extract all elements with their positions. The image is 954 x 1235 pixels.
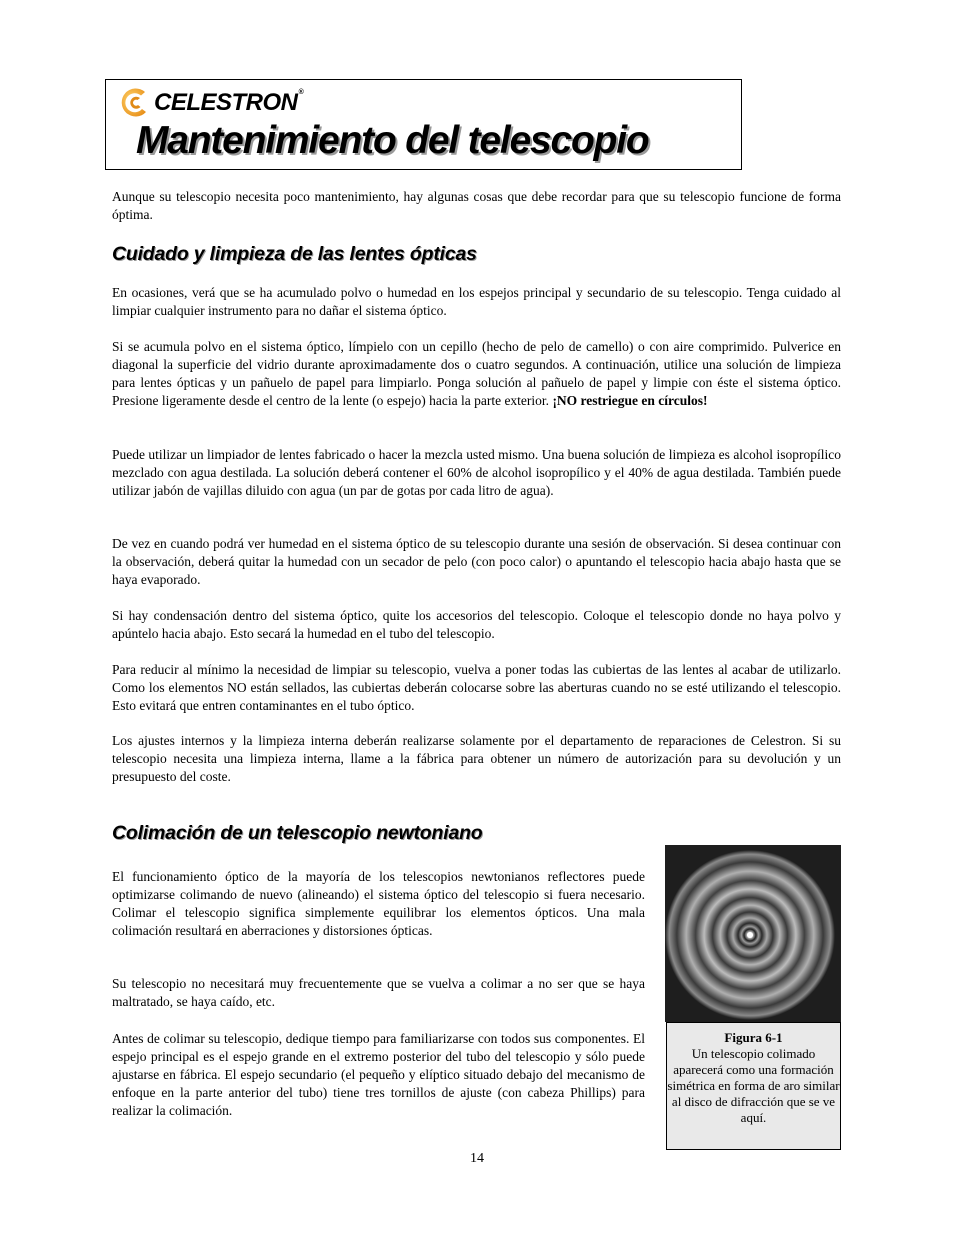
section-heading-cleaning: Cuidado y limpieza de las lentes ópticas: [112, 243, 477, 265]
intro-paragraph: Aunque su telescopio necesita poco mantenimiento, hay algunas cosas que debe recordar para que su telescopio funcione de forma óptima.: [112, 189, 841, 222]
page-number: 14: [470, 1151, 484, 1166]
figure-caption: [666, 1022, 841, 1150]
cleaning-warning: ¡NO restriegue en círculos!: [552, 393, 708, 408]
celestron-logo: [118, 86, 303, 120]
cleaning-paragraph-6: Para reducir al mínimo la necesidad de limpiar su telescopio, vuelva a poner todas las cubiertas de las lentes al acabar de utilizarlo. Como los elementos NO están sellados, las cubiertas deberán colocarse sobre las aberturas cuando no se esté utilizando el telescopio. Esto evitará que entren contaminantes en el tubo óptico.: [112, 662, 841, 713]
figure-label: Figura 6-1: [724, 1030, 783, 1045]
page-title: Mantenimiento del telescopio: [136, 119, 649, 162]
cleaning-paragraph-4: De vez en cuando podrá ver humedad en el sistema óptico de su telescopio durante una sesión de observación. Si desea continuar con la observación, deberá quitar la humedad con un secador de pelo (con poco calor) o apuntando el telescopio hacia abajo hasta que se haya evaporado.: [112, 536, 841, 587]
cleaning-paragraph-7: Los ajustes internos y la limpieza interna deberán realizarse solamente por el departamento de reparaciones de Celestron. Si su telescopio necesita una limpieza interna, llame a la fábrica para obtener un número de autorización para su devolución y un presupuesto del coste.: [112, 733, 841, 784]
celestron-swoosh-icon: [118, 86, 152, 120]
header-box: [105, 79, 742, 170]
cleaning-paragraph-1: En ocasiones, verá que se ha acumulado polvo o humedad en los espejos principal y secundario de su telescopio. Tenga cuidado al limpiar cualquier instrumento para no dañar el sistema óptico.: [112, 285, 841, 318]
cleaning-paragraph-3: Puede utilizar un limpiador de lentes fabricado o hacer la mezcla usted mismo. Una buena solución de limpieza es alcohol isopropílico mezclado con agua destilada. La solución deberá contener el 60% de alcohol isopropílico y el 40% de agua destilada. También puede utilizar jabón de vajillas diluido con agua (un par de gotas por cada litro de agua).: [112, 447, 841, 498]
figure-caption-text: Un telescopio colimado aparecerá como una formación simétrica en forma de aro similar al disco de difracción que se ve aquí.: [667, 1046, 840, 1125]
collimation-paragraph-1: El funcionamiento óptico de la mayoría de los telescopios newtonianos reflectores puede optimizarse colimando de nuevo (alineando) el sistema óptico del telescopio si fuera necesario. Colimar el telescopio significa simplemente equilibrar los elementos ópticos. Una mala colimación resultará en aberraciones y distorsiones ópticas.: [112, 869, 645, 938]
brand-name: CELESTRON®: [154, 89, 304, 116]
cleaning-paragraph-5: Si hay condensación dentro del sistema óptico, quite los accesorios del telescopio. Coloque el telescopio donde no haya polvo y apúntelo hacia abajo. Esto secará la humedad en el tubo del telescopio.: [112, 608, 841, 641]
cleaning-paragraph-2: [112, 338, 841, 410]
collimation-paragraph-3: Antes de colimar su telescopio, dedique tiempo para familiarizarse con todos sus componentes. El espejo principal es el espejo grande en el extremo posterior del tubo del telescopio y sólo puede ajustarse en fábrica. El espejo secundario (el pequeño y elíptico situado debajo del mecanismo de enfoque en la parte anterior del tubo) tiene tres tornillos de ajuste (con cabeza Phillips) para realizar la colimación.: [112, 1031, 645, 1118]
diffraction-rings-image: [665, 845, 841, 1022]
collimation-paragraph-2: Su telescopio no necesitará muy frecuentemente que se vuelva a colimar a no ser que se haya maltratado, se haya caído, etc.: [112, 976, 645, 1009]
cleaning-paragraph-2-text: Si se acumula polvo en el sistema óptico, límpielo con un cepillo (hecho de pelo de camello) o con aire comprimido. Pulverice en diagonal la superficie del vidrio durante aproximadamente dos o cuatro segundos. A continuación, utilice una solución de limpieza para lentes ópticas y un pañuelo de papel para limpiarlo. Ponga solución al pañuelo de papel y limpie con éste el sistema óptico. Presione ligeramente desde el centro de la lente (o espejo) hacia la parte exterior.: [112, 339, 841, 408]
section-heading-collimation: Colimación de un telescopio newtoniano: [112, 822, 483, 844]
